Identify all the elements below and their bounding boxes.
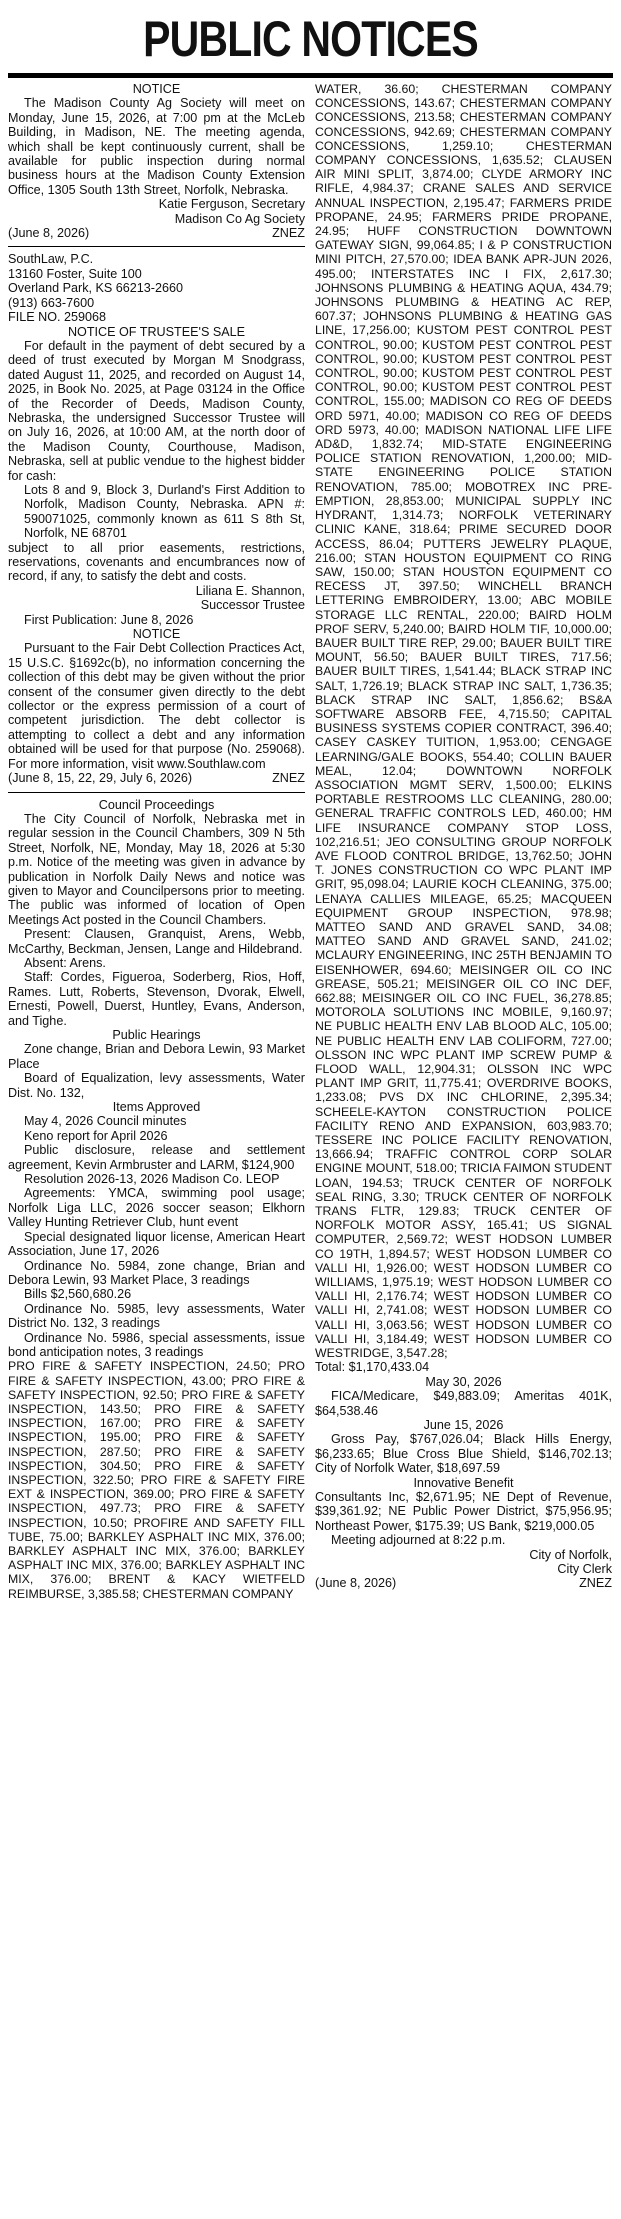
- trustee-phone: (913) 663-7600: [8, 295, 95, 310]
- council-footer: [315, 1576, 612, 1590]
- trustee-heading: NOTICE OF TRUSTEE'S SALE: [67, 324, 246, 339]
- bills-total: Total: $1,170,433.04: [315, 1360, 430, 1375]
- council-intro: The City Council of Norfolk, Nebraska met in regular session in the Council Chambers, 309 N 5th Street, Norfolk, NE, Monday, May 18, 2026 at 5:30 p.m. Notice of the meeting was given in advance by publication in Norfolk Daily News and notice was given to Mayor and Councilpersons prior to meeting. The public was informed of location of Open Meetings Act posted in the Council Chambers.: [8, 811, 305, 927]
- right-column: [315, 82, 612, 2202]
- council-heading: Council Proceedings: [98, 797, 215, 812]
- trustee-body: For default in the payment of debt secured by a deed of trust executed by Morgan M Snodgrass, dated August 11, 2025, and recorded on August 14, 2025, in Book No. 2025, at Page 03124 in the Office of the Recorder of Deeds, Madison County, Nebraska, the undersigned Successor Trustee will on July 16, 2026, at 10:00 AM, at the north door of the Madison County, Courthouse, Madison, Nebraska, sell at public vendue to the highest bidder for cash:: [8, 338, 305, 483]
- trustee-address2: Overland Park, KS 66213-2660: [8, 281, 184, 296]
- may30-heading: May 30, 2026: [425, 1374, 502, 1389]
- approved-item: Agreements: YMCA, swimming pool usage; Norfolk Liga LLC, 2026 soccer season; Elkhorn Valley Hunting Retriever Club, hunt event: [8, 1186, 305, 1230]
- approved-item: May 4, 2026 Council minutes: [24, 1114, 187, 1129]
- ag-notice-footer: [8, 226, 305, 240]
- june15-heading: June 15, 2026: [423, 1417, 504, 1432]
- ag-notice-heading: NOTICE: [132, 82, 181, 96]
- innovative-body: Consultants Inc, $2,671.95; NE Dept of Revenue, $39,361.92; NE Public Power District, $75,956.95; Northeast Power, $175.39; US Bank, $219,000.05: [315, 1489, 612, 1533]
- trustee-address1: 13160 Foster, Suite 100: [8, 266, 142, 281]
- ag-notice-org: Madison Co Ag Society: [174, 211, 305, 226]
- trustee-code: ZNEZ: [272, 771, 305, 786]
- trustee-subject: subject to all prior easements, restrictions, reservations, covenants and encumbrances now of record, if any, to satisfy the debt and costs.: [8, 540, 305, 584]
- ag-notice-date: (June 8, 2026): [8, 226, 90, 241]
- approved-item: Ordinance No. 5984, zone change, Brian and Debora Lewin, 93 Market Place, 3 readings: [8, 1258, 305, 1287]
- approved-item: Ordinance No. 5986, special assessments, issue bond anticipation notes, 3 readings: [8, 1330, 305, 1359]
- may30-body: FICA/Medicare, $49,883.09; Ameritas 401K, $64,538.46: [315, 1389, 612, 1418]
- ag-notice-code: ZNEZ: [272, 226, 305, 241]
- approved-item: Keno report for April 2026: [24, 1128, 168, 1143]
- hearings-heading: Public Hearings: [112, 1028, 201, 1042]
- left-column: [8, 82, 305, 2202]
- trustee-footer: [8, 771, 305, 785]
- council-code: ZNEZ: [579, 1576, 612, 1591]
- masthead: [8, 0, 613, 78]
- council-staff: Staff: Cordes, Figueroa, Soderberg, Rios, Hoff, Rames. Lutt, Roberts, Stevenson, Dvorak, Elwell, Ernesti, Powell, Duerst, Huntley, Evans, Anderson, and Tighe.: [8, 970, 305, 1028]
- approved-item: Special designated liquor license, American Heart Association, June 17, 2026: [8, 1229, 305, 1259]
- trustee-firm: SouthLaw, P.C.: [8, 252, 94, 267]
- approved-item: Ordinance No. 5985, levy assessments, Water District No. 132, 3 readings: [8, 1301, 305, 1331]
- trustee-signer: Liliana E. Shannon,: [195, 583, 305, 598]
- council-present: Present: Clausen, Granquist, Arens, Webb, McCarthy, Beckman, Jensen, Lange and Hildebrand.: [8, 927, 305, 956]
- divider: [8, 792, 305, 793]
- sign-city: City of Norfolk,: [529, 1547, 612, 1562]
- approved-item: Bills $2,560,680.26: [24, 1287, 132, 1302]
- sign-clerk: City Clerk: [557, 1561, 612, 1576]
- approved-item: Public disclosure, release and settlement agreement, Kevin Armbruster and LARM, $124,900: [8, 1143, 305, 1172]
- trustee-first-pub: First Publication: June 8, 2026: [24, 612, 194, 627]
- trustee-file-no: FILE NO. 259068: [8, 310, 107, 325]
- council-absent: Absent: Arens.: [24, 955, 106, 970]
- notice-columns: [8, 78, 613, 2202]
- fdcpa-heading: NOTICE: [132, 627, 181, 642]
- hearing-item: Board of Equalization, levy assessments, Water Dist. No. 132,: [8, 1071, 305, 1100]
- adjourned-text: Meeting adjourned at 8:22 p.m.: [331, 1533, 506, 1548]
- divider: [8, 246, 305, 247]
- june15-body: Gross Pay, $767,026.04; Black Hills Energy, $6,233.65; Blue Cross Blue Shield, $146,702.13; City of Norfolk Water, $18,697.59: [315, 1432, 612, 1476]
- bills-list-left: PRO FIRE & SAFETY INSPECTION, 24.50; PRO FIRE & SAFETY INSPECTION, 43.00; PRO FIRE & SAFETY INSPECTION, 92.50; PRO FIRE & SAFETY INSPECTION, 143.50; PRO FIRE & SAFETY INSPECTION, 167.00; PRO FIRE & SAFETY INSPECTION, 195.00; PRO FIRE & SAFETY INSPECTION, 287.50; PRO FIRE & SAFETY INSPECTION, 304.50; PRO FIRE & SAFETY INSPECTION, 322.50; PRO FIRE & SAFETY FIRE EXT & INSPECTION, 369.00; PRO FIRE & SAFETY INSPECTION, 497.73; PRO FIRE & SAFETY INSPECTION, 10.50; PROFIRE AND SAFETY FILL TUBE, 75.00; BARKLEY ASPHALT INC MIX, 376.00; BARKLEY ASPHALT INC MIX, 376.00; BARKLEY ASPHALT INC MIX, 376.00; BARKLEY ASPHALT INC MIX, 376.00; BRENT & KACY WIETFELD REIMBURSE, 3,385.58; CHESTERMAN COMPANY: [8, 1359, 305, 1601]
- trustee-dates: (June 8, 15, 22, 29, July 6, 2026): [8, 771, 193, 786]
- approved-heading: Items Approved: [112, 1100, 201, 1115]
- hearing-item: Zone change, Brian and Debora Lewin, 93 Market Place: [8, 1042, 305, 1071]
- trustee-signer-title: Successor Trustee: [200, 598, 305, 613]
- page-title: PUBLIC NOTICES: [143, 11, 478, 67]
- bills-list-right: WATER, 36.60; CHESTERMAN COMPANY CONCESSIONS, 143.67; CHESTERMAN COMPANY CONCESSIONS, 213.58; CHESTERMAN COMPANY CONCESSIONS, 942.69; CHESTERMAN COMPANY CONCESSIONS, 1,259.10; CHESTERMAN COMPANY CONCESSIONS, 1,635.52; CLAUSEN AIR MINI SPLIT, 3,874.00; CLYDE ARMORY INC RIFLE, 4,984.37; CRANE SALES AND SERVICE ANNUAL INSPECTION, 2,195.47; FARMERS PRIDE PROPANE, 24.95; FARMERS PRIDE PROPANE, 24.95; HUFF CONSTRUCTION DOWNTOWN GATEWAY SIGN, 99,064.85; I & P CONSTRUCTION MINI PITCH, 27,570.00; IDEA BANK APR-JUN 2026, 495.00; INTERSTATES INC I FIX, 2,617.30; JOHNSONS PLUMBING & HEATING AQUA, 434.79; JOHNSONS PLUMBING & HEATING AC REP, 607.37; JOHNSONS PLUMBING & HEATING GAS LINE, 17,256.00; KUSTOM PEST CONTROL PEST CONTROL, 90.00; KUSTOM PEST CONTROL PEST CONTROL, 90.00; KUSTOM PEST CONTROL PEST CONTROL, 90.00; KUSTOM PEST CONTROL PEST CONTROL, 90.00; KUSTOM PEST CONTROL PEST CONTROL, 155.00; MADISON CO REG OF DEEDS ORD 5971, 40.00; MADISON CO REG OF DEEDS ORD 5973, 40.00; MADISON NATIONAL LIFE LIFE AD&D, 1,832.74; MID-STATE ENGINEERING POLICE STATION RENOVATION, 1,200.00; MID-STATE ENGINEERING POLICE STATION RENOVATION, 785.00; MOBOTREX INC PRE-EMPTION, 28,853.00; MUNICIPAL SUPPLY INC HYDRANT, 1,314.73; NORFOLK VETERINARY CLINIC KANE, 318.64; PRIME SECURED DOOR ACCESS, 86.04; PUTTERS JEWELRY PLAQUE, 216.00; STAN HOUSTON EQUIPMENT CO RING SAW, 150.00; STAN HOUSTON EQUIPMENT CO RECESS JT, 397.50; WINCHELL BRANCH LETTERING EMBROIDERY, 13.00; ABC MOBILE STORAGE LLC RENTAL, 220.00; BAIRD HOLM PROF SERV, 5,240.00; BAIRD HOLM TIF, 10,000.00; BAUER BUILT TIRE REP, 29.00; BAUER BUILT TIRE MOUNT, 56.50; BAUER BUILT TIRES, 717.56; BAUER BUILT TIRES, 1,541.44; BLACK STRAP INC SALT, 1,726.19; BLACK STRAP INC SALT, 1,736.35; BLACK STRAP INC SALT, 1,856.62; BS&A SOFTWARE ABSORB FEE, 4,715.50; CAPITAL BUSINESS SYSTEMS COPIER CONTRACT, 396.40; CASEY CASKEY TUITION, 1,953.00; CENGAGE LEARNING/GALE BOOKS, 554.40; COLLIN BAUER MEAL, 12.04; DOWNTOWN NORFOLK ASSOCIATION MGMT SERV, 1,500.00; ELKINS PORTABLE RESTROOMS LLC CLEANING, 280.00; GENERAL TRAFFIC CONTROLS LED, 460.00; HM LIFE INSURANCE COMPANY STOP LOSS, 102,216.51; JEO CONSULTING GROUP NORFOLK AVE FLOOD CONTROL BRIDGE, 13,762.50; JOHN T. JONES CONSTRUCTION CO WPC PLANT IMP GRIT, 95,098.04; LAURIE KOCH CLEANING, 375.00; LENAYA CALLIES MILEAGE, 65.25; MACQUEEN EQUIPMENT GROUP INSPECTION, 978.98; MATTEO SAND AND GRAVEL SAND, 34.08; MATTEO SAND AND GRAVEL SAND, 241.02; MCLAURY ENGINEERING, INC 25TH BENJAMIN TO EISENHOWER, 694.60; MEISINGER OIL CO INC GREASE, 505.21; MEISINGER OIL CO INC DEF, 662.88; MEISINGER OIL CO INC FUEL, 36,278.85; MOTOROLA SOLUTIONS INC MOBILE, 9,160.97; NE PUBLIC HEALTH ENV LAB BLOOD ALC, 105.00; NE PUBLIC HEALTH ENV LAB COLIFORM, 727.00; OLSSON INC WPC PLANT IMP SCREW PUMP & FLOOD WALL, 12,904.31; OLSSON INC WPC PLANT IMP GRIT, 11,775.41; OVERDRIVE BOOKS, 1,233.08; PVS DX INC CHLORINE, 2,395.34; SCHEELE-KAYTON CONSTRUCTION POLICE FACILITY RENO AND EXPANSION, 603,983.70; TESSERE INC POLICE FACILITY RENOVATION, 13,666.94; TRAFFIC CONTROL CORP SOLAR ENGINE MOUNT, 518.00; TRICIA FAIMON STUDENT LOAN, 194.53; TRUCK CENTER OF NORFOLK SEAL RING, 3.30; TRUCK CENTER OF NORFOLK TRANS FLTR, 129.83; TRUCK CENTER OF NORFOLK MOTOR ASSY, 165.41; US SIGNAL COMPUTER, 2,569.72; WEST HODSON LUMBER CO 19TH, 1,894.57; WEST HODSON LUMBER CO VALLI HI, 1,926.00; WEST HODSON LUMBER CO WILLIAMS, 1,975.19; WEST HODSON LUMBER CO VALLI HI, 2,176.74; WEST HODSON LUMBER CO VALLI HI, 2,741.08; WEST HODSON LUMBER CO VALLI HI, 3,063.56; WEST HODSON LUMBER CO VALLI HI, 3,184.49; WEST HODSON LUMBER CO WESTRIDGE, 3,547.28;: [315, 82, 612, 1361]
- ag-notice-body: The Madison County Ag Society will meet on Monday, June 15, 2026, at 7:00 pm at the McLeb Building, in Madison, NE. The meeting agenda, which shall be kept continuously current, shall be available for public inspection during normal business hours at the Madison County Extension Office, 1305 South 13th Street, Norfolk, Nebraska.: [8, 96, 305, 197]
- ag-notice-signer: Katie Ferguson, Secretary: [158, 197, 305, 212]
- council-date: (June 8, 2026): [315, 1576, 397, 1591]
- trustee-lot: Lots 8 and 9, Block 3, Durland's First Addition to Norfolk, Madison County, Nebraska. APN #: 590071025, commonly known as 611 S 8th St, Norfolk, NE 68701: [24, 482, 305, 541]
- approved-item: Resolution 2026-13, 2026 Madison Co. LEOP: [24, 1172, 280, 1187]
- innovative-heading: Innovative Benefit: [413, 1475, 514, 1490]
- fdcpa-body: Pursuant to the Fair Debt Collection Practices Act, 15 U.S.C. §1692c(b), no information concerning the collection of this debt may be given without the prior consent of the consumer given directly to the debt collector or the express permission of a court of competent jurisdiction. The debt collector is attempting to collect a debt and any information obtained will be used for that purpose (No. 259068). For more information, visit www.Southlaw.com: [8, 641, 305, 771]
